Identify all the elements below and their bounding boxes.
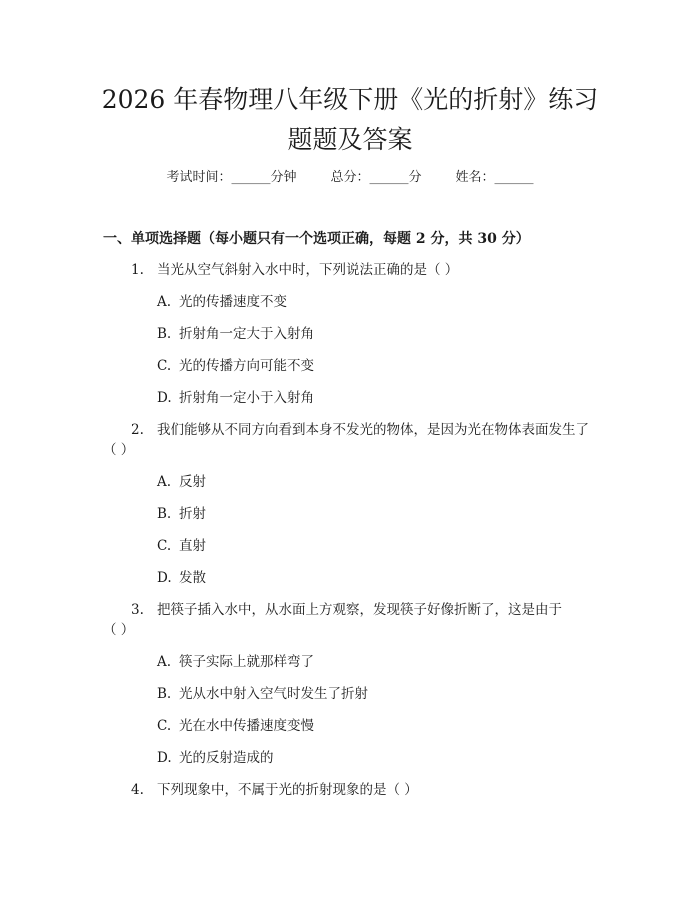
option-1c <box>157 356 314 376</box>
option-letter: C. <box>157 718 172 734</box>
option-text: 直射 <box>179 538 206 554</box>
option-3a <box>157 652 314 672</box>
section-heading: 一、单项选择题（每小题只有一个选项正确，每题 2 分，共 30 分） <box>103 231 530 247</box>
exam-meta <box>0 168 700 188</box>
option-2d <box>157 568 206 588</box>
option-text: 光的传播速度不变 <box>179 294 287 310</box>
question-number: 1. <box>131 262 144 278</box>
option-3c <box>157 716 314 736</box>
question-text: 我们能够从不同方向看到本身不发光的物体，是因为光在物体表面发生了 <box>157 422 589 438</box>
question-number: 3. <box>131 602 144 618</box>
option-text: 反射 <box>179 474 206 490</box>
option-letter: A. <box>157 294 172 310</box>
option-text: 发散 <box>179 570 206 586</box>
question-text: 下列现象中，不属于光的折射现象的是（ ） <box>157 782 418 798</box>
option-2a <box>157 472 206 492</box>
option-text: 折射角一定小于入射角 <box>179 390 314 406</box>
question-3-continuation: （ ） <box>103 622 135 638</box>
title-line-2: 题题及答案 <box>287 125 413 154</box>
option-letter: C. <box>157 358 172 374</box>
question-text: 把筷子插入水中，从水面上方观察，发现筷子好像折断了，这是由于 <box>157 602 562 618</box>
option-1b <box>157 324 314 344</box>
option-letter: B. <box>157 506 172 522</box>
question-1 <box>131 260 458 280</box>
exam-title <box>60 80 640 160</box>
option-text: 光的反射造成的 <box>179 750 274 766</box>
option-3b <box>157 684 368 704</box>
option-text: 光从水中射入空气时发生了折射 <box>179 686 368 702</box>
question-2 <box>131 420 589 440</box>
option-text: 折射角一定大于入射角 <box>179 326 314 342</box>
exam-score: 总分：______分 <box>330 170 422 185</box>
option-1d <box>157 388 314 408</box>
exam-name: 姓名：______ <box>455 170 534 185</box>
question-4 <box>131 780 418 800</box>
option-1a <box>157 292 287 312</box>
option-letter: D. <box>157 570 172 586</box>
option-letter: B. <box>157 326 172 342</box>
option-letter: C. <box>157 538 172 554</box>
option-letter: A. <box>157 474 172 490</box>
option-3d <box>157 748 274 768</box>
option-text: 折射 <box>179 506 206 522</box>
question-3 <box>131 600 562 620</box>
question-number: 4. <box>131 782 144 798</box>
question-text: 当光从空气斜射入水中时，下列说法正确的是（ ） <box>157 262 459 278</box>
option-2b <box>157 504 206 524</box>
option-text: 筷子实际上就那样弯了 <box>179 654 314 670</box>
option-text: 光在水中传播速度变慢 <box>179 718 314 734</box>
option-text: 光的传播方向可能不变 <box>179 358 314 374</box>
title-line-1: 2026 年春物理八年级下册《光的折射》练习 <box>101 85 599 114</box>
option-letter: B. <box>157 686 172 702</box>
option-letter: A. <box>157 654 172 670</box>
option-letter: D. <box>157 390 172 406</box>
exam-time: 考试时间：______分钟 <box>166 170 297 185</box>
option-letter: D. <box>157 750 172 766</box>
question-number: 2. <box>131 422 144 438</box>
option-2c <box>157 536 206 556</box>
question-2-continuation: （ ） <box>103 442 135 458</box>
